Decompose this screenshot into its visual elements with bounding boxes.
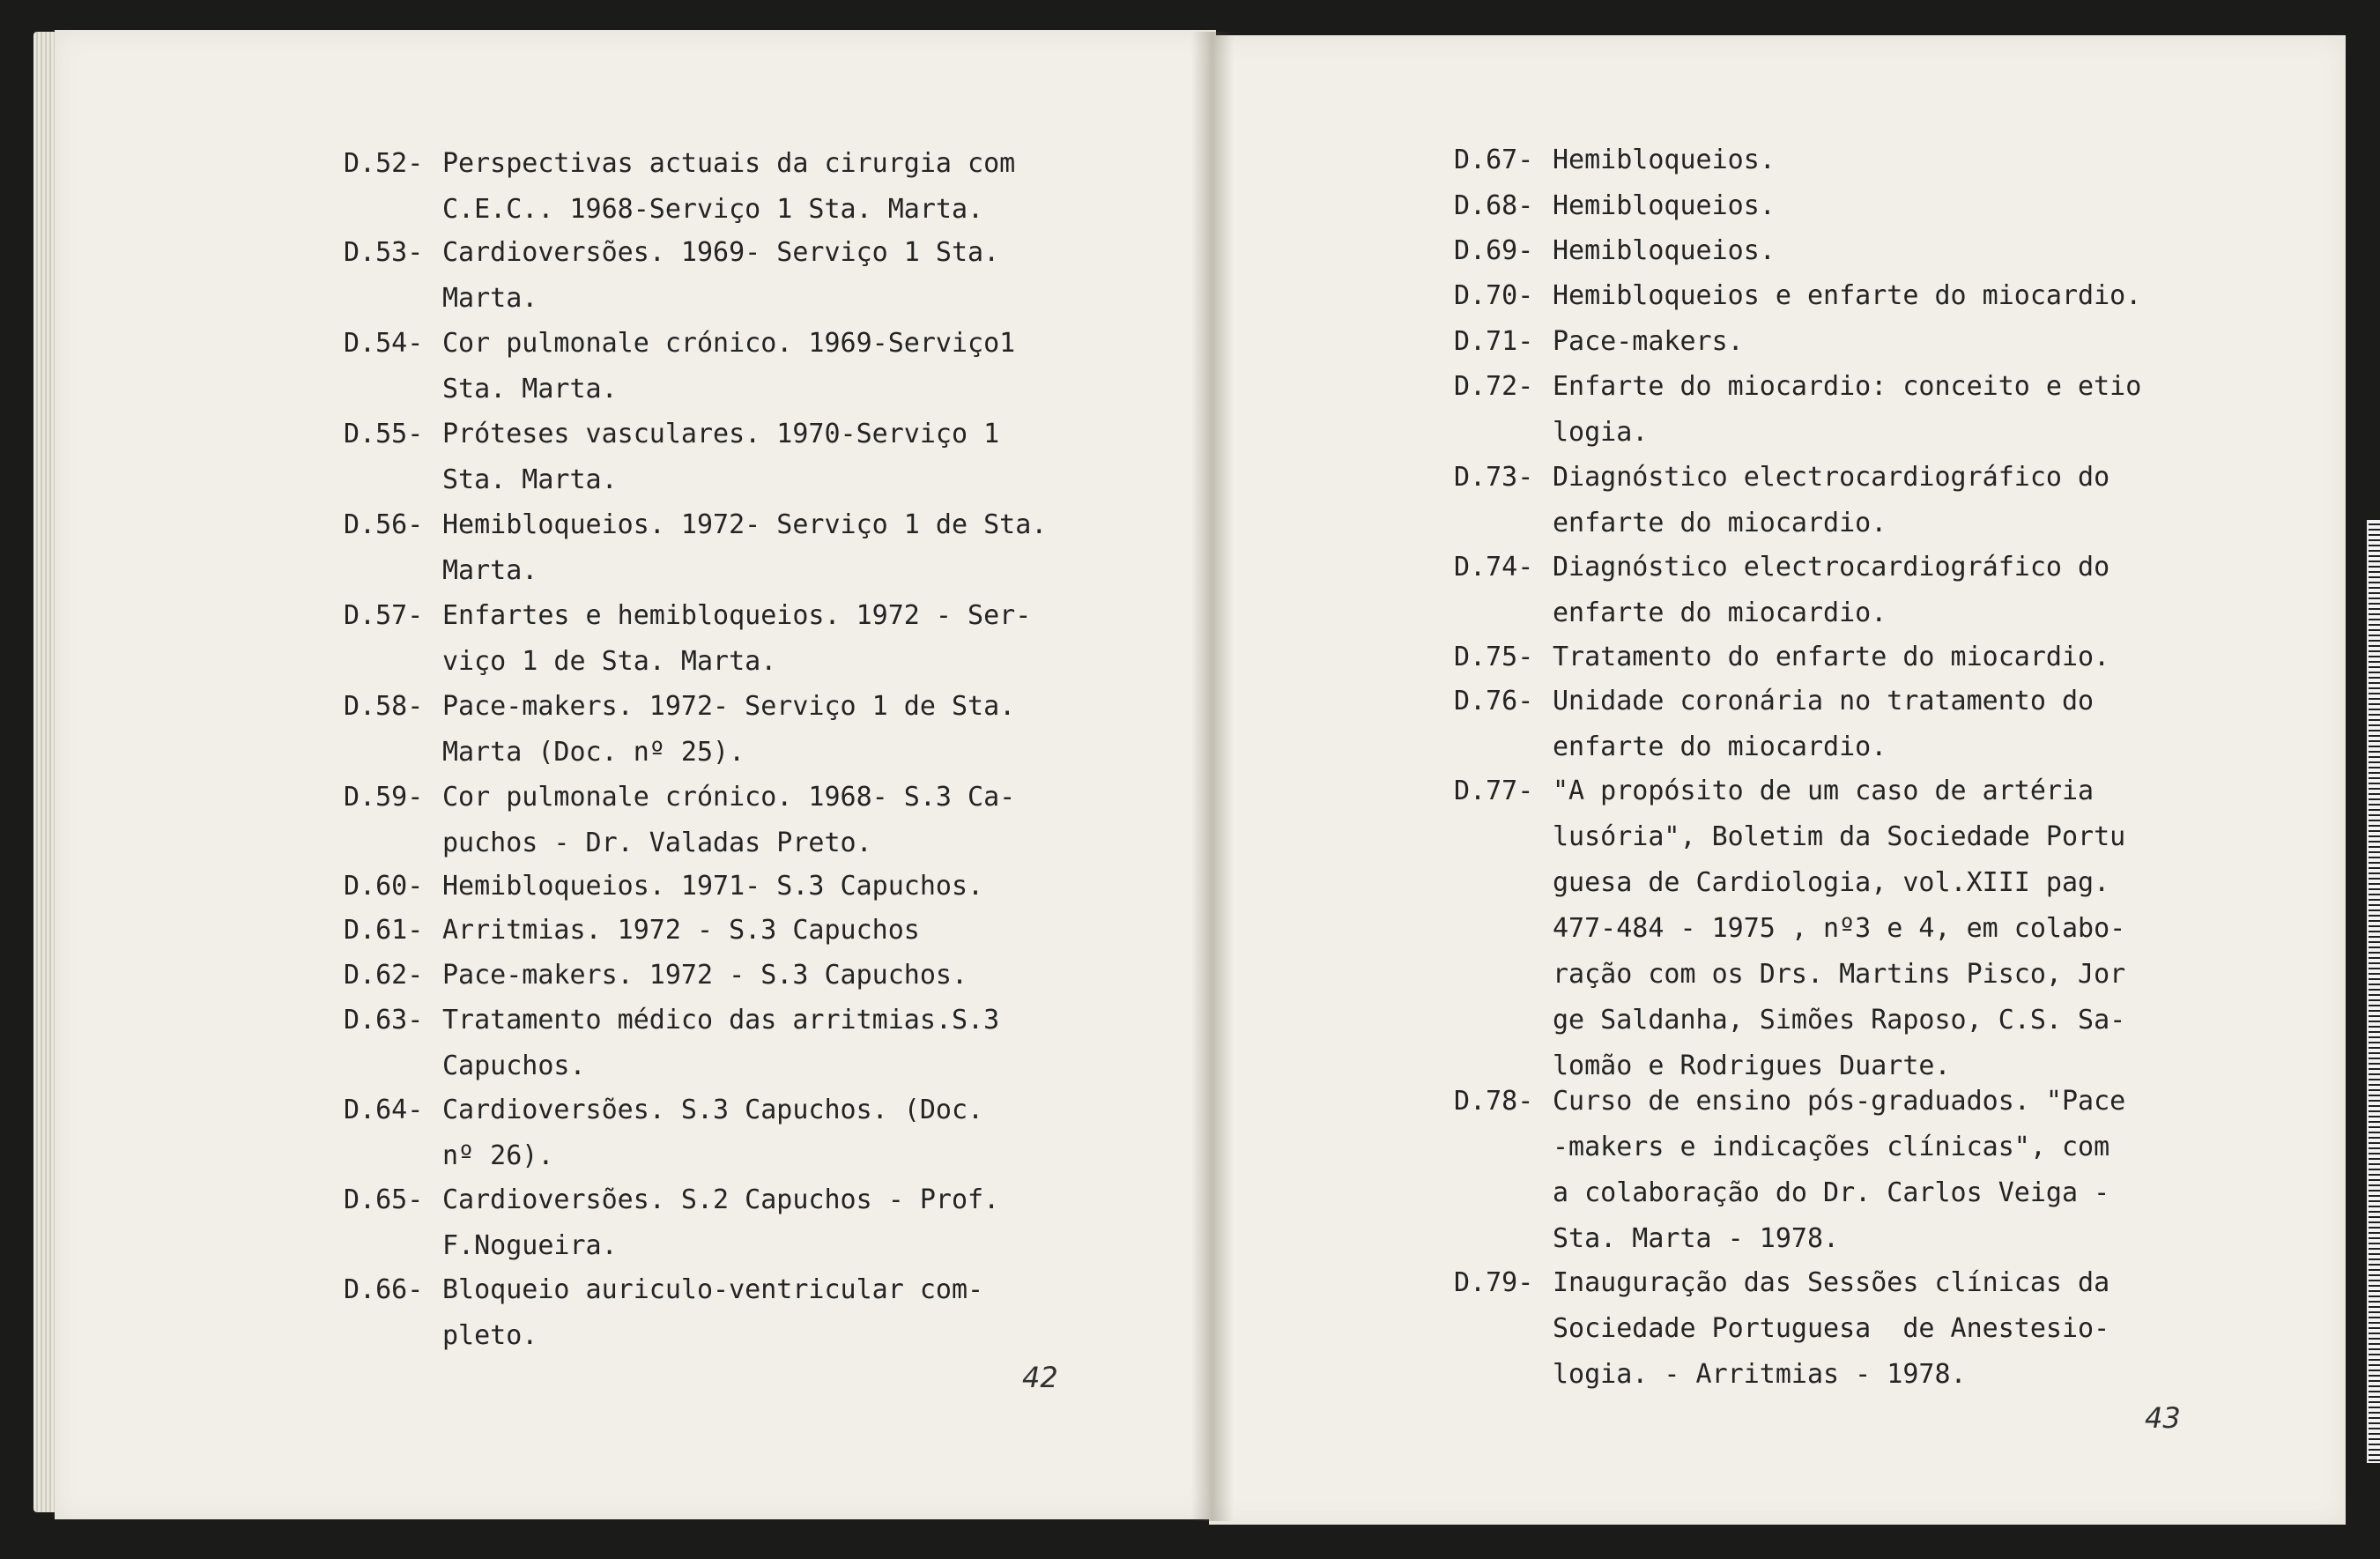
entry-text <box>442 684 1015 776</box>
entry-text <box>442 412 999 503</box>
entry-line: enfarte do miocardio. <box>1553 731 1887 762</box>
entry-item <box>1454 319 1744 365</box>
entry-text <box>1553 679 2094 770</box>
entry-code: D.54- <box>344 328 424 359</box>
entry-item <box>1454 273 2141 319</box>
entry-item <box>344 864 983 909</box>
entry-text <box>1553 228 1776 274</box>
entry-code: D.75- <box>1454 642 1534 672</box>
entry-item <box>344 1267 983 1359</box>
entry-item <box>1454 768 2125 1089</box>
entry-line: Sta. Marta - 1978. <box>1553 1223 1840 1254</box>
entry-code: D.77- <box>1454 776 1534 806</box>
entry-item <box>1454 679 2094 770</box>
entry-line: 477-484 - 1975 , nº3 e 4, em colabo- <box>1553 913 2126 944</box>
entry-code: D.58- <box>344 691 424 722</box>
entry-item <box>1454 1079 2125 1262</box>
entry-line: Sociedade Portuguesa de Anestesio- <box>1553 1313 2110 1344</box>
entry-line: Tratamento médico das arritmias.S.3 <box>442 1005 1000 1036</box>
entry-text <box>1553 273 2141 319</box>
entry-text <box>1553 1079 2125 1262</box>
entry-line: Pace-makers. 1972 - S.3 Capuchos. <box>442 960 968 991</box>
entry-item <box>344 412 999 503</box>
entry-line: Cardioversões. S.3 Capuchos. (Doc. <box>442 1095 984 1125</box>
entry-line: pleto. <box>442 1320 538 1351</box>
entry-code: D.78- <box>1454 1086 1534 1117</box>
entry-line: Sta. Marta. <box>442 464 618 495</box>
entry-line: Marta. <box>442 283 538 314</box>
entry-line: Unidade coronária no tratamento do <box>1553 686 2095 716</box>
entry-text <box>1553 545 2109 636</box>
entry-code: D.67- <box>1454 145 1534 175</box>
entry-line: logia. <box>1553 417 1649 448</box>
entry-text <box>442 775 1015 866</box>
entry-text <box>442 998 999 1089</box>
entry-line: logia. - Arritmias - 1978. <box>1553 1359 1967 1390</box>
entry-text <box>442 864 983 909</box>
entry-code: D.52- <box>344 148 424 179</box>
entry-text <box>1553 364 2141 456</box>
entry-text <box>1553 137 1776 183</box>
entry-item <box>344 593 1031 685</box>
entry-item <box>344 141 1015 233</box>
entry-line: lomão e Rodrigues Duarte. <box>1553 1050 1951 1081</box>
entry-code: D.55- <box>344 419 424 449</box>
entry-line: Cardioversões. S.2 Capuchos - Prof. <box>442 1184 1000 1215</box>
entry-line: Arritmias. 1972 - S.3 Capuchos <box>442 915 920 946</box>
entry-code: D.76- <box>1454 686 1534 716</box>
right-page <box>1209 35 2346 1525</box>
entry-line: Cardioversões. 1969- Serviço 1 Sta. <box>442 237 1000 268</box>
entry-line: Marta. <box>442 555 538 586</box>
entry-line: Hemibloqueios. <box>1553 235 1776 266</box>
entry-item <box>1454 455 2109 546</box>
entry-line: Enfarte do miocardio: conceito e etio <box>1553 371 2142 402</box>
entry-item <box>1454 1260 2109 1398</box>
entry-text <box>442 908 920 954</box>
entry-line: F.Nogueira. <box>442 1230 618 1261</box>
entry-line: Curso de ensino pós-graduados. "Pace <box>1553 1086 2126 1117</box>
entry-line: Pace-makers. <box>1553 326 1744 357</box>
entry-line: Enfartes e hemibloqueios. 1972 - Ser- <box>442 600 1032 631</box>
entry-text <box>442 321 1015 412</box>
entry-text <box>442 230 999 322</box>
entry-line: Tratamento do enfarte do miocardio. <box>1553 642 2110 672</box>
entry-item <box>344 1088 983 1179</box>
entry-code: D.79- <box>1454 1267 1534 1298</box>
entry-line: Próteses vasculares. 1970-Serviço 1 <box>442 419 1000 449</box>
entry-line: C.E.C.. 1968-Serviço 1 Sta. Marta. <box>442 194 984 225</box>
entry-item <box>1454 137 1776 183</box>
entry-code: D.65- <box>344 1184 424 1215</box>
entry-text <box>442 1267 983 1359</box>
entry-line: Hemibloqueios. 1972- Serviço 1 de Sta. <box>442 509 1048 540</box>
entry-line: -makers e indicações clínicas", com <box>1553 1132 2110 1162</box>
entry-line: nº 26). <box>442 1140 554 1171</box>
entry-item <box>344 775 1015 866</box>
entry-item <box>1454 364 2141 456</box>
entry-line: Cor pulmonale crónico. 1968- S.3 Ca- <box>442 782 1016 813</box>
entry-line: Pace-makers. 1972- Serviço 1 de Sta. <box>442 691 1016 722</box>
entry-line: guesa de Cardiologia, vol.XIII pag. <box>1553 867 2110 898</box>
entry-line: enfarte do miocardio. <box>1553 508 1887 538</box>
entry-line: Marta (Doc. nº 25). <box>442 737 745 768</box>
entry-line: Diagnóstico electrocardiográfico do <box>1553 552 2110 583</box>
entry-code: D.62- <box>344 960 424 991</box>
entry-line: Capuchos. <box>442 1050 586 1081</box>
entry-code: D.68- <box>1454 190 1534 221</box>
entry-line: Inauguração das Sessões clínicas da <box>1553 1267 2110 1298</box>
entry-item <box>344 684 1015 776</box>
entry-line: Hemibloqueios. 1971- S.3 Capuchos. <box>442 871 984 902</box>
entry-item <box>1454 183 1776 229</box>
left-page-number: 42 <box>1022 1361 1058 1394</box>
entry-code: D.70- <box>1454 280 1534 311</box>
entry-line: Bloqueio auriculo-ventricular com- <box>442 1274 984 1305</box>
entry-line: ração com os Drs. Martins Pisco, Jor <box>1553 959 2126 990</box>
entry-item <box>344 321 1015 412</box>
entry-line: ge Saldanha, Simões Raposo, C.S. Sa- <box>1553 1005 2126 1036</box>
entry-item <box>1454 635 2109 680</box>
entry-item <box>344 998 999 1089</box>
entry-code: D.60- <box>344 871 424 902</box>
entry-code: D.56- <box>344 509 424 540</box>
entry-line: Cor pulmonale crónico. 1969-Serviço1 <box>442 328 1016 359</box>
entry-code: D.73- <box>1454 462 1534 493</box>
entry-item <box>344 502 1047 594</box>
entry-text <box>1553 455 2109 546</box>
entry-item <box>344 953 968 999</box>
entry-item <box>1454 228 1776 274</box>
entry-code: D.66- <box>344 1274 424 1305</box>
entry-line: "A propósito de um caso de artéria <box>1553 776 2095 806</box>
scale-ruler <box>2367 520 2380 1463</box>
entry-code: D.71- <box>1454 326 1534 357</box>
entry-text <box>442 593 1031 685</box>
entry-line: Hemibloqueios e enfarte do miocardio. <box>1553 280 2142 311</box>
entry-line: Diagnóstico electrocardiográfico do <box>1553 462 2110 493</box>
entry-line: puchos - Dr. Valadas Preto. <box>442 828 872 858</box>
entry-code: D.59- <box>344 782 424 813</box>
entry-line: Perspectivas actuais da cirurgia com <box>442 148 1016 179</box>
entry-line: lusória", Boletim da Sociedade Portu <box>1553 821 2126 852</box>
entry-text <box>1553 319 1744 365</box>
entry-text <box>442 502 1047 594</box>
entry-item <box>344 230 999 322</box>
entry-code: D.63- <box>344 1005 424 1036</box>
entry-code: D.74- <box>1454 552 1534 583</box>
entry-code: D.57- <box>344 600 424 631</box>
right-page-number: 43 <box>2145 1401 2181 1435</box>
entry-item <box>344 908 920 954</box>
left-page <box>55 30 1216 1519</box>
entry-item <box>1454 545 2109 636</box>
entry-code: D.61- <box>344 915 424 946</box>
entry-item <box>344 1177 999 1269</box>
entry-text <box>442 1088 983 1179</box>
entry-text <box>442 141 1015 233</box>
entry-line: a colaboração do Dr. Carlos Veiga - <box>1553 1177 2110 1208</box>
book-gutter <box>1191 32 1234 1521</box>
entry-line: Hemibloqueios. <box>1553 190 1776 221</box>
entry-code: D.72- <box>1454 371 1534 402</box>
entry-code: D.53- <box>344 237 424 268</box>
entry-text <box>1553 183 1776 229</box>
entry-line: enfarte do miocardio. <box>1553 598 1887 628</box>
entry-line: Sta. Marta. <box>442 374 618 405</box>
entry-code: D.69- <box>1454 235 1534 266</box>
entry-text <box>442 1177 999 1269</box>
entry-line: viço 1 de Sta. Marta. <box>442 646 777 677</box>
entry-text <box>1553 635 2109 680</box>
entry-line: Hemibloqueios. <box>1553 145 1776 175</box>
entry-code: D.64- <box>344 1095 424 1125</box>
entry-text <box>1553 1260 2109 1398</box>
entry-text <box>1553 768 2125 1089</box>
entry-text <box>442 953 968 999</box>
